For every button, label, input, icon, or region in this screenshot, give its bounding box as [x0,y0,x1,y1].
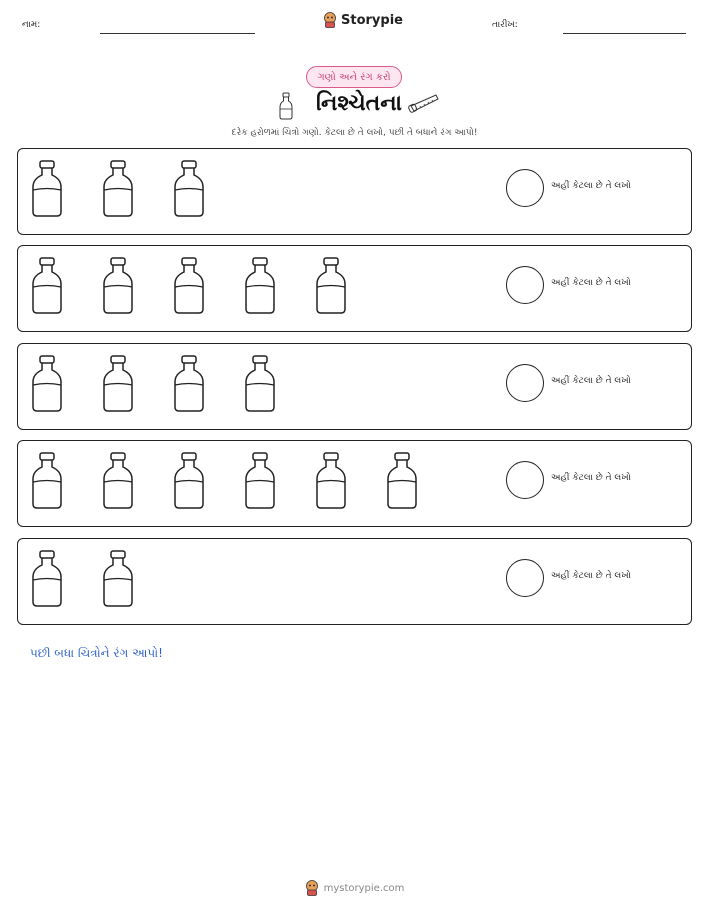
name-line[interactable] [100,33,255,34]
counting-row [17,440,692,527]
footer-note: પછી બધા ચિત્રોને રંગ આપો! [30,646,163,660]
bottle-icon [385,452,419,510]
footer-site: mystorypie.com [323,882,405,894]
answer-circle[interactable] [506,461,544,499]
counting-row [17,148,692,235]
bottle-icon [172,257,206,315]
counting-row [17,343,692,430]
answer-label: અહીં કેટલા છે તે લખો [551,473,631,483]
answer-circle[interactable] [506,169,544,207]
counting-row [17,538,692,625]
bottle-icon [314,452,348,510]
bottle-icon [30,550,64,608]
bottle-icon [101,550,135,608]
bottle-icon [30,452,64,510]
bottle-icon [243,257,277,315]
bottle-icon [314,257,348,315]
bottle-icon [172,452,206,510]
mascot-icon [305,880,319,896]
answer-label: અહીં કેટલા છે તે લખો [551,181,631,191]
answer-label: અહીં કેટલા છે તે લખો [551,571,631,581]
mascot-icon [323,12,337,28]
answer-circle[interactable] [506,364,544,402]
answer-circle[interactable] [506,266,544,304]
name-label: નામ: [22,20,41,30]
worksheet-title: નિશ્ચેતના [316,91,403,116]
bottle-icon [101,257,135,315]
bottle-icon [101,355,135,413]
bottle-icon [243,355,277,413]
bottle-icon [243,452,277,510]
answer-label: અહીં કેટલા છે તે લખો [551,278,631,288]
bottle-icon [278,92,294,120]
bottle-icon [101,160,135,218]
instructions: દરેક હરોળમાં ચિત્રો ગણો. કેટલા છે તે લખો, પછી તે બધાને રંગ આપો! [231,128,478,138]
counting-row [17,245,692,332]
bottle-icon [30,160,64,218]
brand-logo [323,12,403,28]
date-label: તારીખ: [492,20,518,30]
footer [0,880,709,896]
bottle-icon [30,257,64,315]
bottle-icon [101,452,135,510]
answer-label: અહીં કેટલા છે તે લખો [551,376,631,386]
brand-name: Storypie [341,12,403,28]
activity-tag: ગણો અને રંગ કરો [306,66,402,88]
bottle-icon [30,355,64,413]
saw-icon [408,92,440,114]
answer-circle[interactable] [506,559,544,597]
bottle-icon [172,160,206,218]
date-line[interactable] [563,33,686,34]
bottle-icon [172,355,206,413]
